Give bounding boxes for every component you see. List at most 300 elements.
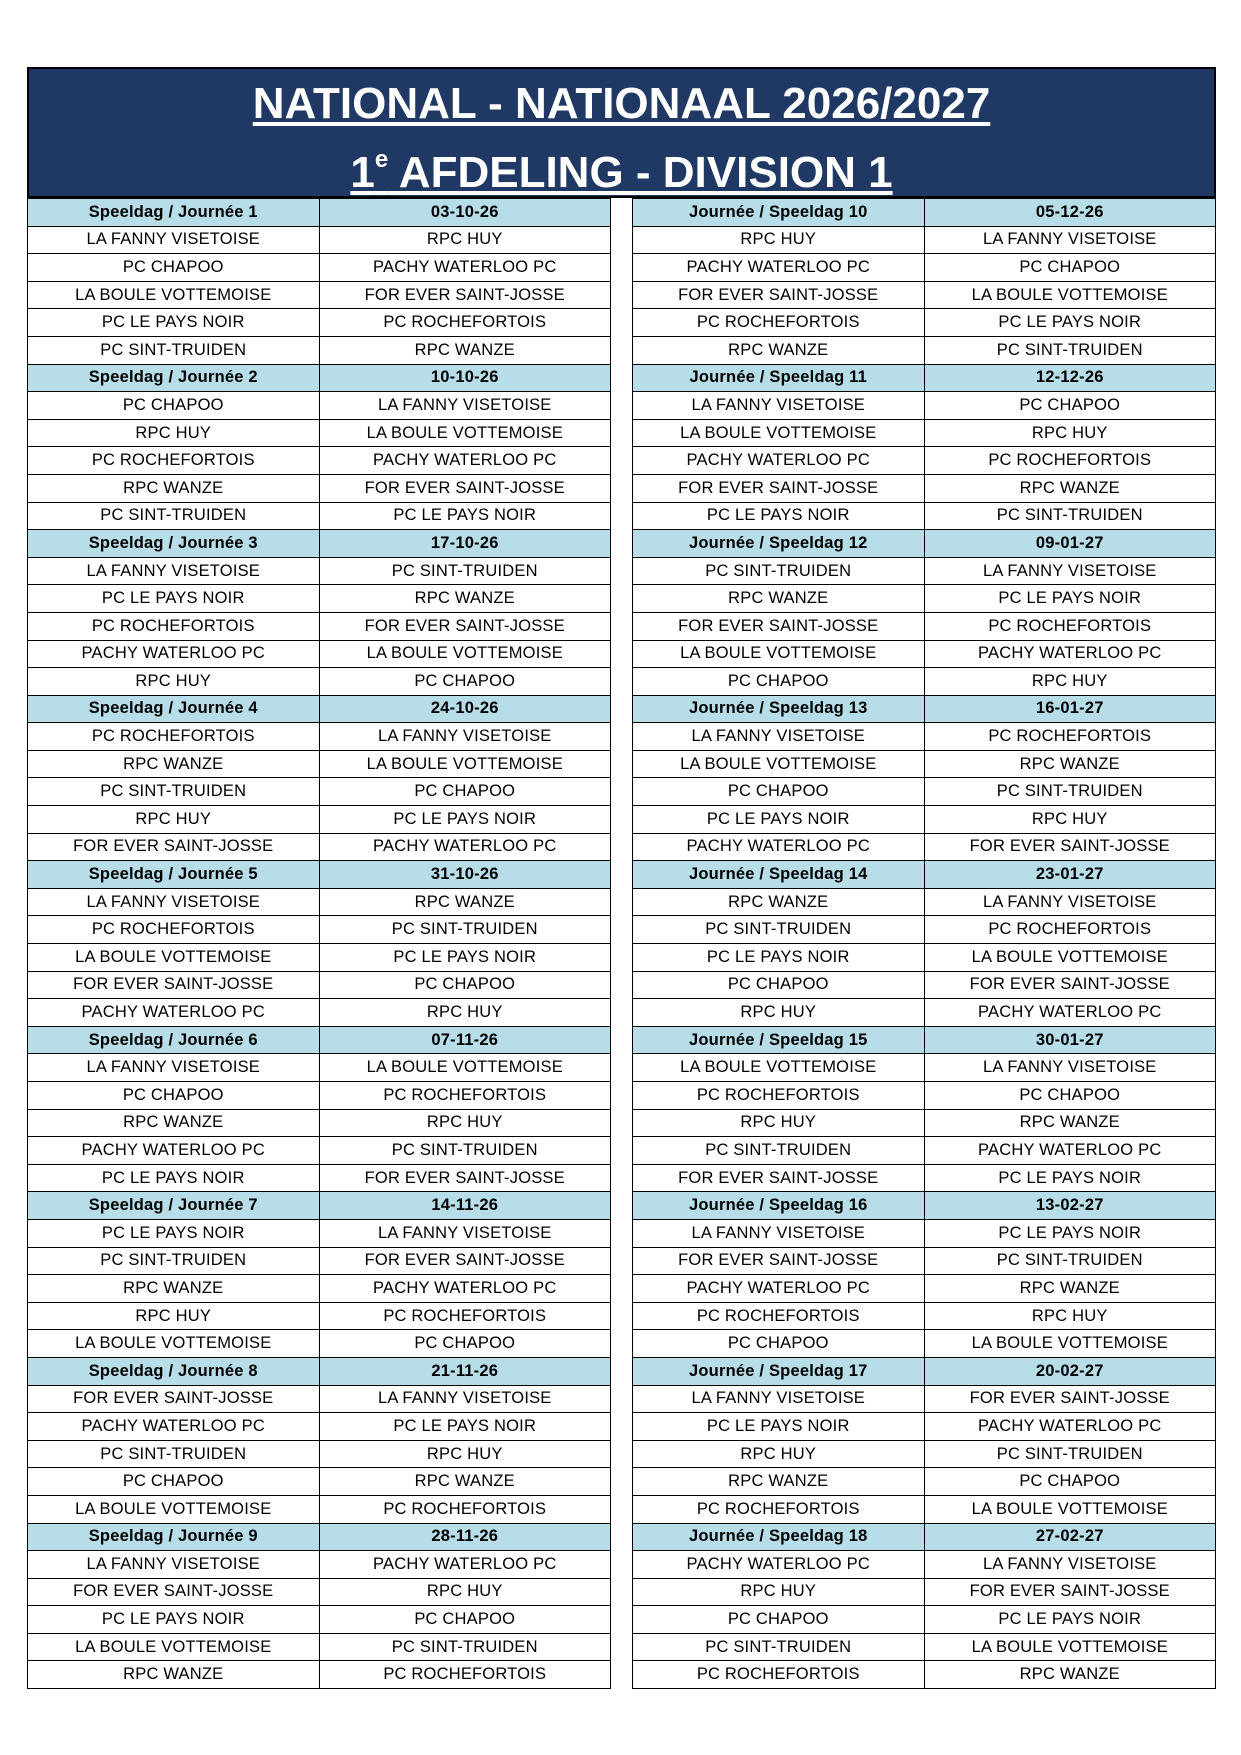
home-team: PC LE PAYS NOIR (633, 806, 925, 834)
away-team: FOR EVER SAINT-JOSSE (924, 1385, 1216, 1413)
away-team: RPC WANZE (319, 888, 611, 916)
match-row (633, 309, 1216, 337)
home-team: PC SINT-TRUIDEN (28, 778, 320, 806)
away-team: PC CHAPOO (319, 668, 611, 696)
away-team: RPC HUY (319, 1440, 611, 1468)
match-row (28, 806, 611, 834)
away-team: PC CHAPOO (319, 778, 611, 806)
match-row (28, 1247, 611, 1275)
away-team: PC LE PAYS NOIR (924, 585, 1216, 613)
round-label: Journée / Speeldag 16 (633, 1192, 925, 1220)
home-team: PC LE PAYS NOIR (633, 1413, 925, 1441)
match-row (28, 668, 611, 696)
home-team: PC CHAPOO (28, 1468, 320, 1496)
match-row (28, 944, 611, 972)
home-team: PC ROCHEFORTOIS (28, 916, 320, 944)
round-date: 03-10-26 (319, 199, 611, 227)
round-header-row (633, 1192, 1216, 1220)
home-team: PC SINT-TRUIDEN (28, 1247, 320, 1275)
match-row (28, 474, 611, 502)
home-team: LA BOULE VOTTEMOISE (28, 1495, 320, 1523)
away-team: PC CHAPOO (924, 1082, 1216, 1110)
home-team: PACHY WATERLOO PC (28, 1137, 320, 1165)
away-team: LA BOULE VOTTEMOISE (319, 750, 611, 778)
match-row (633, 1247, 1216, 1275)
match-row (28, 447, 611, 475)
match-row (28, 612, 611, 640)
round-date: 12-12-26 (924, 364, 1216, 392)
away-team: PC LE PAYS NOIR (319, 944, 611, 972)
round-label: Journée / Speeldag 15 (633, 1026, 925, 1054)
home-team: RPC WANZE (633, 888, 925, 916)
home-team: PACHY WATERLOO PC (633, 254, 925, 282)
home-team: PC CHAPOO (28, 392, 320, 420)
home-team: FOR EVER SAINT-JOSSE (633, 612, 925, 640)
schedule-table-first-half (27, 198, 611, 1689)
match-row (28, 502, 611, 530)
match-row (28, 1440, 611, 1468)
home-team: PC ROCHEFORTOIS (633, 1082, 925, 1110)
match-row (633, 1661, 1216, 1689)
home-team: RPC WANZE (28, 1109, 320, 1137)
match-row (633, 1633, 1216, 1661)
round-header-row (633, 1523, 1216, 1551)
away-team: PC ROCHEFORTOIS (319, 1302, 611, 1330)
match-row (633, 281, 1216, 309)
round-date: 27-02-27 (924, 1523, 1216, 1551)
away-team: LA FANNY VISETOISE (924, 557, 1216, 585)
round-label: Speeldag / Journée 6 (28, 1026, 320, 1054)
home-team: PC ROCHEFORTOIS (633, 1661, 925, 1689)
match-row (28, 971, 611, 999)
home-team: PC SINT-TRUIDEN (633, 1137, 925, 1165)
away-team: RPC WANZE (319, 336, 611, 364)
away-team: LA BOULE VOTTEMOISE (319, 1054, 611, 1082)
away-team: PC SINT-TRUIDEN (319, 916, 611, 944)
round-label: Speeldag / Journée 2 (28, 364, 320, 392)
home-team: PC LE PAYS NOIR (28, 1219, 320, 1247)
away-team: LA FANNY VISETOISE (924, 888, 1216, 916)
round-label: Journée / Speeldag 12 (633, 530, 925, 558)
home-team: RPC HUY (633, 1109, 925, 1137)
home-team: LA FANNY VISETOISE (633, 392, 925, 420)
home-team: PC ROCHEFORTOIS (633, 1302, 925, 1330)
match-row (633, 419, 1216, 447)
away-team: PACHY WATERLOO PC (319, 833, 611, 861)
round-date: 20-02-27 (924, 1357, 1216, 1385)
match-row (633, 999, 1216, 1027)
away-team: PC ROCHEFORTOIS (319, 1495, 611, 1523)
schedule-table-second-half (632, 198, 1216, 1689)
home-team: FOR EVER SAINT-JOSSE (28, 833, 320, 861)
round-label: Journée / Speeldag 13 (633, 695, 925, 723)
home-team: PACHY WATERLOO PC (28, 999, 320, 1027)
away-team: RPC HUY (924, 1302, 1216, 1330)
match-row (28, 750, 611, 778)
match-row (28, 1385, 611, 1413)
away-team: PC SINT-TRUIDEN (924, 336, 1216, 364)
home-team: PACHY WATERLOO PC (633, 1551, 925, 1579)
match-row (633, 1302, 1216, 1330)
match-row (28, 1109, 611, 1137)
match-row (633, 1413, 1216, 1441)
round-date: 09-01-27 (924, 530, 1216, 558)
home-team: PACHY WATERLOO PC (633, 833, 925, 861)
home-team: LA BOULE VOTTEMOISE (633, 640, 925, 668)
match-row (28, 1302, 611, 1330)
match-row (633, 1275, 1216, 1303)
round-date: 07-11-26 (319, 1026, 611, 1054)
match-row (28, 1330, 611, 1358)
away-team: PC ROCHEFORTOIS (924, 723, 1216, 751)
round-header-row (28, 1026, 611, 1054)
away-team: PC LE PAYS NOIR (319, 806, 611, 834)
round-date: 05-12-26 (924, 199, 1216, 227)
home-team: PC CHAPOO (633, 1330, 925, 1358)
round-header-row (28, 1357, 611, 1385)
round-header-row (633, 861, 1216, 889)
round-label: Journée / Speeldag 14 (633, 861, 925, 889)
match-row (28, 640, 611, 668)
home-team: LA FANNY VISETOISE (28, 1551, 320, 1579)
match-row (28, 778, 611, 806)
home-team: FOR EVER SAINT-JOSSE (633, 1247, 925, 1275)
match-row (633, 1082, 1216, 1110)
round-header-row (28, 1192, 611, 1220)
away-team: PACHY WATERLOO PC (319, 447, 611, 475)
round-header-row (633, 364, 1216, 392)
round-header-row (28, 695, 611, 723)
away-team: PC SINT-TRUIDEN (319, 557, 611, 585)
round-label: Speeldag / Journée 5 (28, 861, 320, 889)
round-date: 17-10-26 (319, 530, 611, 558)
round-label: Speeldag / Journée 7 (28, 1192, 320, 1220)
away-team: LA FANNY VISETOISE (924, 1551, 1216, 1579)
schedule-page (27, 67, 1216, 1689)
away-team: FOR EVER SAINT-JOSSE (319, 281, 611, 309)
match-row (28, 723, 611, 751)
round-header-row (28, 530, 611, 558)
home-team: PC CHAPOO (633, 1606, 925, 1634)
round-label: Speeldag / Journée 1 (28, 199, 320, 227)
away-team: PC ROCHEFORTOIS (924, 447, 1216, 475)
away-team: PC SINT-TRUIDEN (924, 778, 1216, 806)
match-row (633, 1551, 1216, 1579)
away-team: PC CHAPOO (924, 254, 1216, 282)
match-row (633, 1606, 1216, 1634)
page-title: NATIONAL - NATIONAAL 2026/2027 (252, 79, 991, 128)
home-team: FOR EVER SAINT-JOSSE (28, 971, 320, 999)
away-team: RPC WANZE (924, 1109, 1216, 1137)
away-team: RPC WANZE (924, 750, 1216, 778)
round-date: 23-01-27 (924, 861, 1216, 889)
match-row (28, 1578, 611, 1606)
round-date: 10-10-26 (319, 364, 611, 392)
match-row (633, 612, 1216, 640)
home-team: RPC WANZE (28, 1661, 320, 1689)
home-team: PC ROCHEFORTOIS (28, 612, 320, 640)
round-date: 14-11-26 (319, 1192, 611, 1220)
away-team: PACHY WATERLOO PC (924, 640, 1216, 668)
home-team: PC SINT-TRUIDEN (633, 916, 925, 944)
match-row (633, 1137, 1216, 1165)
home-team: RPC WANZE (28, 1275, 320, 1303)
away-team: FOR EVER SAINT-JOSSE (319, 1164, 611, 1192)
match-row (633, 1164, 1216, 1192)
match-row (28, 1495, 611, 1523)
match-row (28, 557, 611, 585)
division-ordinal: e (374, 146, 389, 173)
division-number: 1 (350, 148, 375, 197)
home-team: RPC HUY (633, 1440, 925, 1468)
home-team: LA BOULE VOTTEMOISE (633, 750, 925, 778)
match-row (28, 999, 611, 1027)
home-team: PC LE PAYS NOIR (28, 1164, 320, 1192)
away-team: LA FANNY VISETOISE (924, 1054, 1216, 1082)
home-team: RPC WANZE (633, 585, 925, 613)
round-date: 28-11-26 (319, 1523, 611, 1551)
away-team: PC SINT-TRUIDEN (924, 502, 1216, 530)
home-team: PACHY WATERLOO PC (633, 447, 925, 475)
match-row (28, 1633, 611, 1661)
away-team: LA BOULE VOTTEMOISE (319, 640, 611, 668)
home-team: LA FANNY VISETOISE (28, 1054, 320, 1082)
round-label: Speeldag / Journée 4 (28, 695, 320, 723)
match-row (633, 254, 1216, 282)
round-label: Journée / Speeldag 11 (633, 364, 925, 392)
match-row (633, 557, 1216, 585)
home-team: LA FANNY VISETOISE (28, 557, 320, 585)
home-team: PC SINT-TRUIDEN (28, 502, 320, 530)
home-team: PC LE PAYS NOIR (28, 585, 320, 613)
home-team: FOR EVER SAINT-JOSSE (633, 474, 925, 502)
match-row (633, 1219, 1216, 1247)
home-team: LA BOULE VOTTEMOISE (633, 419, 925, 447)
match-row (633, 1440, 1216, 1468)
match-row (28, 1661, 611, 1689)
round-date: 16-01-27 (924, 695, 1216, 723)
home-team: PC ROCHEFORTOIS (633, 309, 925, 337)
home-team: PC SINT-TRUIDEN (633, 1633, 925, 1661)
home-team: PC CHAPOO (28, 254, 320, 282)
away-team: PC CHAPOO (319, 1330, 611, 1358)
away-team: PC LE PAYS NOIR (319, 502, 611, 530)
home-team: PC ROCHEFORTOIS (633, 1495, 925, 1523)
match-row (633, 474, 1216, 502)
round-header-row (28, 364, 611, 392)
home-team: PACHY WATERLOO PC (633, 1275, 925, 1303)
home-team: LA FANNY VISETOISE (633, 1385, 925, 1413)
away-team: PC LE PAYS NOIR (924, 1219, 1216, 1247)
match-row (633, 1385, 1216, 1413)
match-row (633, 336, 1216, 364)
match-row (633, 778, 1216, 806)
match-row (28, 1551, 611, 1579)
home-team: PC LE PAYS NOIR (633, 944, 925, 972)
away-team: PC SINT-TRUIDEN (924, 1247, 1216, 1275)
match-row (633, 585, 1216, 613)
away-team: PC ROCHEFORTOIS (924, 916, 1216, 944)
home-team: FOR EVER SAINT-JOSSE (28, 1578, 320, 1606)
home-team: LA FANNY VISETOISE (633, 1219, 925, 1247)
division-label: AFDELING - DIVISION 1 (388, 148, 893, 197)
match-row (28, 1082, 611, 1110)
away-team: RPC HUY (319, 1109, 611, 1137)
away-team: RPC HUY (924, 806, 1216, 834)
home-team: PACHY WATERLOO PC (28, 1413, 320, 1441)
match-row (28, 226, 611, 254)
home-team: LA BOULE VOTTEMOISE (633, 1054, 925, 1082)
away-team: FOR EVER SAINT-JOSSE (319, 474, 611, 502)
home-team: LA FANNY VISETOISE (633, 723, 925, 751)
away-team: FOR EVER SAINT-JOSSE (924, 1578, 1216, 1606)
match-row (633, 1054, 1216, 1082)
away-team: PACHY WATERLOO PC (319, 1551, 611, 1579)
home-team: PC CHAPOO (28, 1082, 320, 1110)
away-team: RPC HUY (319, 999, 611, 1027)
away-team: LA FANNY VISETOISE (924, 226, 1216, 254)
home-team: LA BOULE VOTTEMOISE (28, 1633, 320, 1661)
away-team: FOR EVER SAINT-JOSSE (924, 833, 1216, 861)
away-team: LA FANNY VISETOISE (319, 1219, 611, 1247)
match-row (28, 281, 611, 309)
away-team: FOR EVER SAINT-JOSSE (924, 971, 1216, 999)
away-team: PACHY WATERLOO PC (924, 1137, 1216, 1165)
away-team: PACHY WATERLOO PC (924, 1413, 1216, 1441)
home-team: PC LE PAYS NOIR (28, 1606, 320, 1634)
away-team: PC ROCHEFORTOIS (319, 1082, 611, 1110)
round-header-row (28, 199, 611, 227)
away-team: LA BOULE VOTTEMOISE (924, 281, 1216, 309)
home-team: RPC HUY (633, 1578, 925, 1606)
home-team: LA BOULE VOTTEMOISE (28, 281, 320, 309)
match-row (28, 336, 611, 364)
match-row (633, 723, 1216, 751)
match-row (633, 944, 1216, 972)
away-team: LA BOULE VOTTEMOISE (319, 419, 611, 447)
match-row (633, 833, 1216, 861)
match-row (28, 1275, 611, 1303)
match-row (28, 916, 611, 944)
match-row (633, 640, 1216, 668)
match-row (633, 1330, 1216, 1358)
home-team: PC LE PAYS NOIR (633, 502, 925, 530)
match-row (28, 1054, 611, 1082)
round-label: Speeldag / Journée 9 (28, 1523, 320, 1551)
round-header-row (633, 695, 1216, 723)
match-row (633, 806, 1216, 834)
home-team: LA BOULE VOTTEMOISE (28, 944, 320, 972)
match-row (28, 254, 611, 282)
round-date: 13-02-27 (924, 1192, 1216, 1220)
match-row (28, 585, 611, 613)
away-team: FOR EVER SAINT-JOSSE (319, 1247, 611, 1275)
round-date: 30-01-27 (924, 1026, 1216, 1054)
away-team: RPC HUY (319, 226, 611, 254)
match-row (28, 1468, 611, 1496)
home-team: RPC HUY (28, 1302, 320, 1330)
match-row (28, 1413, 611, 1441)
away-team: PC CHAPOO (924, 1468, 1216, 1496)
match-row (633, 392, 1216, 420)
match-row (633, 888, 1216, 916)
division-title (29, 129, 1214, 204)
home-team: LA FANNY VISETOISE (28, 226, 320, 254)
home-team: RPC WANZE (633, 336, 925, 364)
round-header-row (28, 1523, 611, 1551)
round-header-row (633, 1026, 1216, 1054)
away-team: PACHY WATERLOO PC (924, 999, 1216, 1027)
home-team: PC ROCHEFORTOIS (28, 723, 320, 751)
away-team: LA BOULE VOTTEMOISE (924, 1495, 1216, 1523)
away-team: PC ROCHEFORTOIS (319, 1661, 611, 1689)
away-team: PC SINT-TRUIDEN (319, 1633, 611, 1661)
away-team: LA BOULE VOTTEMOISE (924, 1330, 1216, 1358)
title-banner (27, 67, 1216, 198)
home-team: PACHY WATERLOO PC (28, 640, 320, 668)
home-team: PC SINT-TRUIDEN (28, 1440, 320, 1468)
home-team: RPC HUY (633, 999, 925, 1027)
match-row (633, 971, 1216, 999)
home-team: PC ROCHEFORTOIS (28, 447, 320, 475)
away-team: PC CHAPOO (319, 971, 611, 999)
round-header-row (28, 861, 611, 889)
away-team: LA FANNY VISETOISE (319, 723, 611, 751)
match-row (28, 833, 611, 861)
home-team: RPC WANZE (28, 474, 320, 502)
away-team: RPC HUY (924, 668, 1216, 696)
match-row (633, 1578, 1216, 1606)
away-team: RPC WANZE (924, 1275, 1216, 1303)
away-team: RPC WANZE (924, 474, 1216, 502)
away-team: PACHY WATERLOO PC (319, 254, 611, 282)
home-team: FOR EVER SAINT-JOSSE (28, 1385, 320, 1413)
match-row (28, 888, 611, 916)
home-team: FOR EVER SAINT-JOSSE (633, 281, 925, 309)
round-label: Speeldag / Journée 8 (28, 1357, 320, 1385)
home-team: PC LE PAYS NOIR (28, 309, 320, 337)
away-team: LA BOULE VOTTEMOISE (924, 1633, 1216, 1661)
round-header-row (633, 530, 1216, 558)
match-row (633, 1495, 1216, 1523)
schedule-tables (27, 198, 1216, 1689)
home-team: PC SINT-TRUIDEN (28, 336, 320, 364)
round-label: Speeldag / Journée 3 (28, 530, 320, 558)
away-team: LA BOULE VOTTEMOISE (924, 944, 1216, 972)
match-row (28, 1137, 611, 1165)
match-row (633, 447, 1216, 475)
round-label: Journée / Speeldag 10 (633, 199, 925, 227)
match-row (28, 1164, 611, 1192)
away-team: RPC HUY (924, 419, 1216, 447)
match-row (633, 1109, 1216, 1137)
match-row (28, 1606, 611, 1634)
away-team: PC SINT-TRUIDEN (319, 1137, 611, 1165)
home-team: PC CHAPOO (633, 668, 925, 696)
match-row (28, 1219, 611, 1247)
match-row (633, 916, 1216, 944)
away-team: PC LE PAYS NOIR (924, 309, 1216, 337)
home-team: RPC HUY (28, 419, 320, 447)
match-row (633, 668, 1216, 696)
round-header-row (633, 1357, 1216, 1385)
round-date: 21-11-26 (319, 1357, 611, 1385)
match-row (633, 750, 1216, 778)
home-team: RPC HUY (28, 806, 320, 834)
home-team: RPC HUY (28, 668, 320, 696)
away-team: PC CHAPOO (924, 392, 1216, 420)
away-team: PACHY WATERLOO PC (319, 1275, 611, 1303)
